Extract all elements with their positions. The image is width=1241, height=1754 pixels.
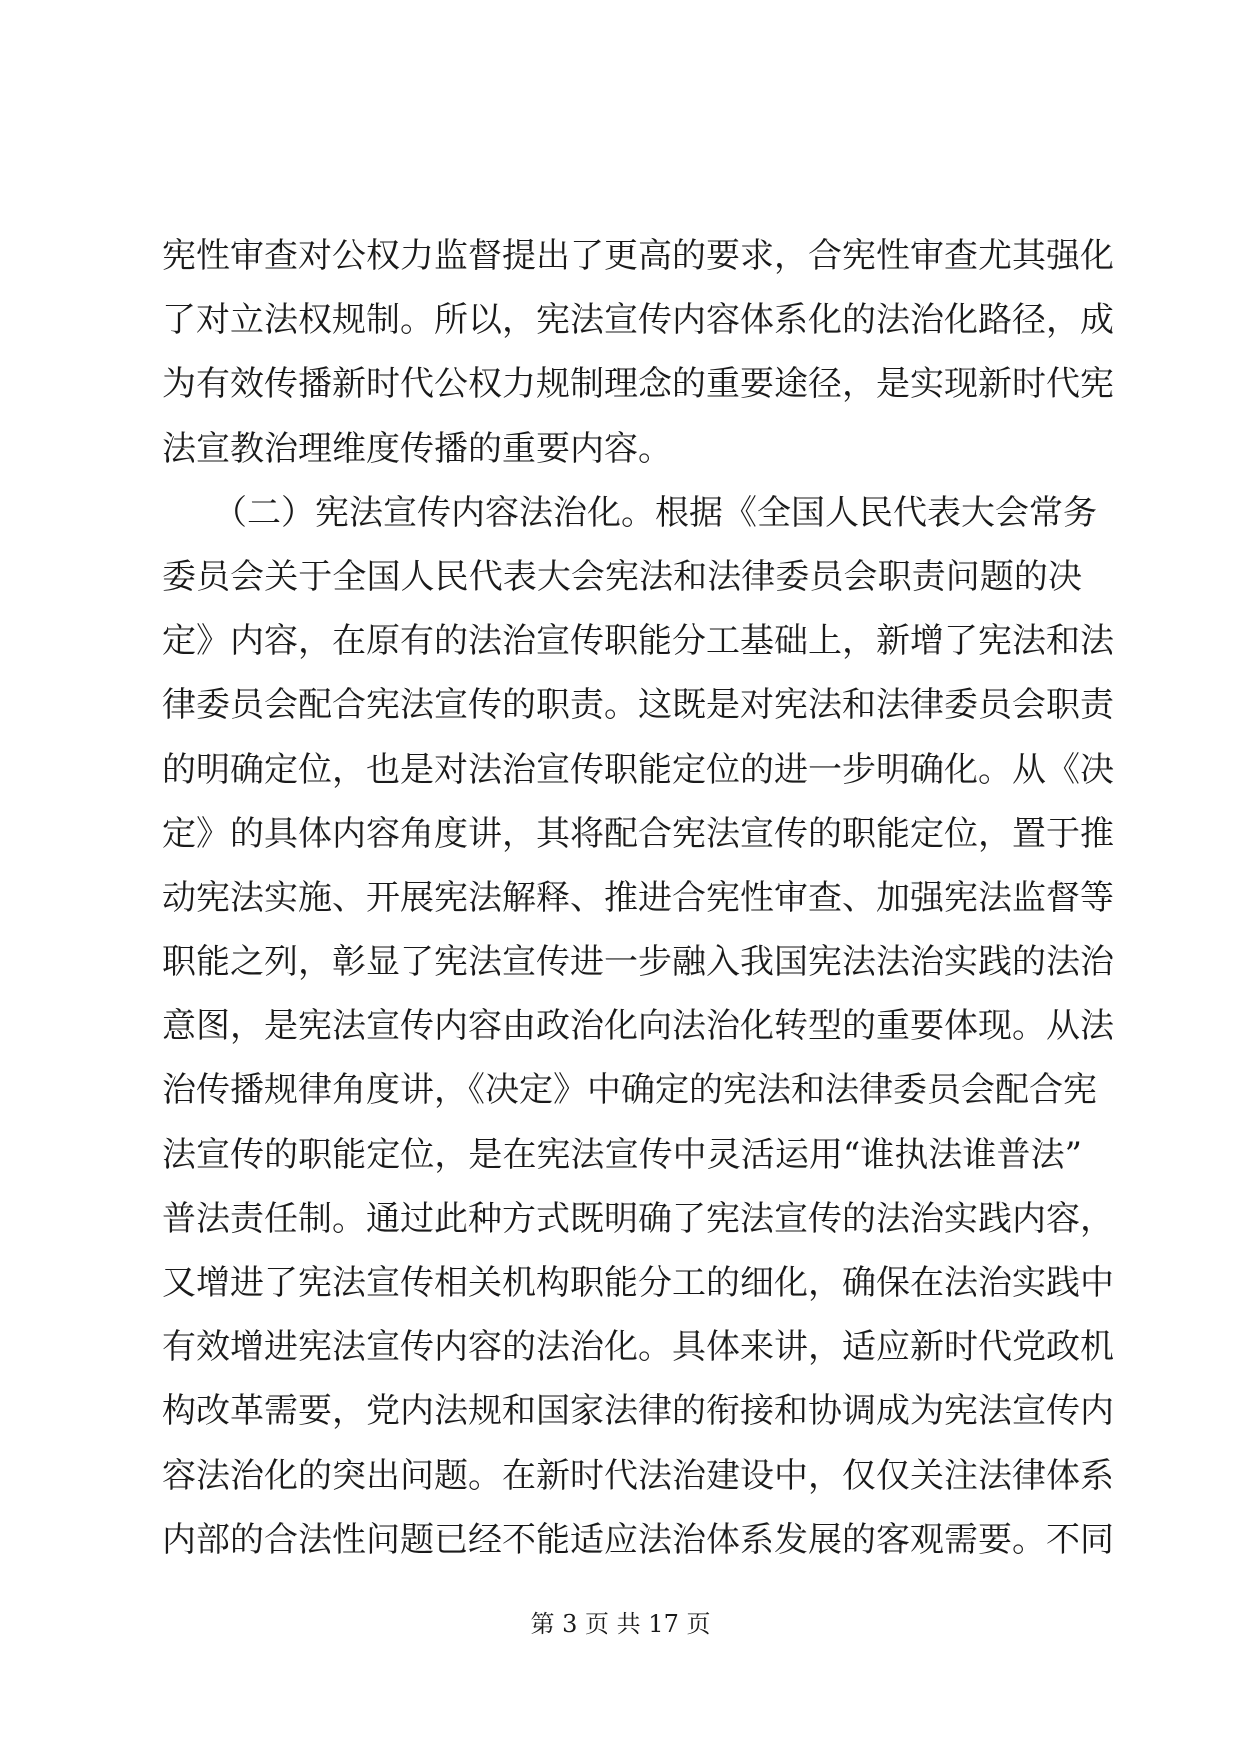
text-line: 意图，是宪法宣传内容由政治化向法治化转型的重要体现。从法 xyxy=(162,1006,1114,1047)
text-line: 容法治化的突出问题。在新时代法治建设中，仅仅关注法律体系 xyxy=(162,1455,1114,1496)
text-line: 的明确定位，也是对法治宣传职能定位的进一步明确化。从《决 xyxy=(162,749,1114,790)
body-text xyxy=(162,224,1114,1572)
text-line: 内部的合法性问题已经不能适应法治体系发展的客观需要。不同 xyxy=(162,1519,1114,1560)
text-line: 法宣传的职能定位，是在宪法宣传中灵活运用“谁执法谁普法” xyxy=(162,1134,1082,1175)
text-line: 动宪法实施、开展宪法解释、推进合宪性审查、加强宪法监督等 xyxy=(162,877,1114,918)
text-line: 构改革需要，党内法规和国家法律的衔接和协调成为宪法宣传内 xyxy=(162,1391,1114,1432)
text-line: 普法责任制。通过此种方式既明确了宪法宣传的法治实践内容， xyxy=(162,1198,1114,1239)
text-line: （二）宪法宣传内容法治化。根据《全国人民代表大会常务 xyxy=(162,492,1097,533)
text-line: 了对立法权规制。所以，宪法宣传内容体系化的法治化路径，成 xyxy=(162,300,1114,341)
text-line: 定》内容，在原有的法治宣传职能分工基础上，新增了宪法和法 xyxy=(162,621,1114,662)
text-line: 又增进了宪法宣传相关机构职能分工的细化，确保在法治实践中 xyxy=(162,1263,1114,1303)
text-line: 职能之列，彰显了宪法宣传进一步融入我国宪法法治实践的法治 xyxy=(162,942,1114,983)
text-line: 有效增进宪法宣传内容的法治化。具体来讲，适应新时代党政机 xyxy=(162,1327,1114,1368)
text-line: 法宣教治理维度传播的重要内容。 xyxy=(162,428,672,469)
text-line: 律委员会配合宪法宣传的职责。这既是对宪法和法律委员会职责 xyxy=(162,685,1114,726)
text-line: 为有效传播新时代公权力规制理念的重要途径，是实现新时代宪 xyxy=(162,364,1114,405)
page-number-footer: 第 3 页 共 17 页 xyxy=(530,1610,711,1638)
text-line: 委员会关于全国人民代表大会宪法和法律委员会职责问题的决 xyxy=(162,556,1082,597)
text-line: 定》的具体内容角度讲，其将配合宪法宣传的职能定位，置于推 xyxy=(162,813,1114,854)
text-line: 宪性审查对公权力监督提出了更高的要求，合宪性审查尤其强化 xyxy=(162,236,1114,276)
text-line: 治传播规律角度讲，《决定》中确定的宪法和法律委员会配合宪 xyxy=(162,1070,1097,1111)
